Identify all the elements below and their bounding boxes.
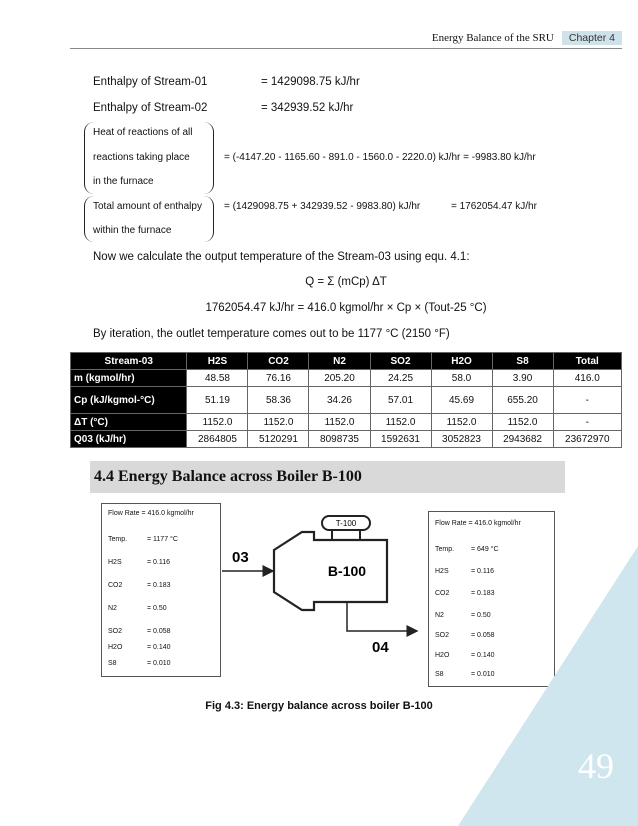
inlet-flow-rate: Flow Rate = 416.0 kgmol/hr (108, 510, 194, 517)
enthalpy-01-value: = 1429098.75 kJ/hr (261, 76, 360, 88)
col-header: H2S (187, 353, 248, 370)
header-divider (70, 48, 622, 49)
heat-label-2: reactions taking place (93, 152, 190, 163)
inlet-comp-value: = 0.010 (147, 660, 171, 667)
enthalpy-02-value: = 342939.52 kJ/hr (261, 102, 354, 114)
stream-03-label: 03 (232, 549, 249, 566)
inlet-comp-label: CO2 (108, 582, 123, 589)
boiler-diagram (222, 510, 422, 660)
table-row (71, 370, 622, 387)
col-header: N2 (309, 353, 370, 370)
table-cell: 1152.0 (492, 414, 553, 431)
row-header: Cp (kJ/kgmol-°C) (71, 387, 187, 414)
outlet-comp-value: = 0.010 (471, 671, 495, 678)
outlet-comp-label: SO2 (435, 632, 450, 639)
total-equation: = (1429098.75 + 342939.52 - 9983.80) kJ/hr (224, 201, 421, 212)
outlet-comp-label: CO2 (435, 590, 450, 597)
enthalpy-02-label: Enthalpy of Stream-02 (93, 102, 208, 114)
equation-1: Q = Σ (mCp) ΔT (305, 276, 387, 288)
b100-label: B-100 (327, 563, 367, 579)
outlet-flow-rate: Flow Rate = 416.0 kgmol/hr (435, 520, 521, 527)
table-cell: 2943682 (492, 431, 553, 448)
table-cell: 1152.0 (248, 414, 309, 431)
col-header: Total (553, 353, 621, 370)
table-cell: 58.0 (431, 370, 492, 387)
heat-label-3: in the furnace (93, 176, 154, 187)
table-cell: 45.69 (431, 387, 492, 414)
table-cell: 5120291 (248, 431, 309, 448)
col-header: CO2 (248, 353, 309, 370)
inlet-conditions-box (101, 503, 221, 677)
inlet-comp-label: N2 (108, 605, 117, 612)
inlet-comp-label: SO2 (108, 628, 123, 635)
row-header: ΔT (°C) (71, 414, 187, 431)
table-cell: 1592631 (370, 431, 431, 448)
table-cell: 34.26 (309, 387, 370, 414)
table-cell: 1152.0 (187, 414, 248, 431)
inlet-temp-label: Temp. (108, 536, 128, 543)
table-cell: 76.16 (248, 370, 309, 387)
table-cell: 51.19 (187, 387, 248, 414)
col-header: SO2 (370, 353, 431, 370)
table-cell: 48.58 (187, 370, 248, 387)
total-result: = 1762054.47 kJ/hr (451, 201, 537, 212)
table-cell: 655.20 (492, 387, 553, 414)
row-header: Q03 (kJ/hr) (71, 431, 187, 448)
table-cell: - (553, 387, 621, 414)
equation-2: 1762054.47 kJ/hr = 416.0 kgmol/hr × Cp × (Tout-25 °C) (205, 302, 487, 314)
inlet-comp-value: = 0.140 (147, 644, 171, 651)
table-cell: 23672970 (553, 431, 621, 448)
total-label-2: within the furnace (93, 225, 172, 236)
calc-intro: Now we calculate the output temperature of the Stream-03 using equ. 4.1: (93, 251, 470, 263)
table-cell: 2864805 (187, 431, 248, 448)
table-cell: 3052823 (431, 431, 492, 448)
heat-label-1: Heat of reactions of all (93, 127, 193, 138)
page-number: 49 (578, 746, 614, 786)
col-header: H2O (431, 353, 492, 370)
stream-03-table (70, 352, 622, 448)
table-row (71, 387, 622, 414)
col-header: S8 (492, 353, 553, 370)
inlet-comp-value: = 0.058 (147, 628, 171, 635)
chapter-tag: Chapter 4 (562, 31, 622, 45)
table-cell: 3.90 (492, 370, 553, 387)
t100-label: T-100 (335, 519, 357, 528)
inlet-comp-value: = 0.183 (147, 582, 171, 589)
outlet-comp-value: = 0.183 (471, 590, 495, 597)
table-cell: 58.36 (248, 387, 309, 414)
section-title: 4.4 Energy Balance across Boiler B-100 (90, 461, 565, 493)
table-cell: 416.0 (553, 370, 621, 387)
stream-04-label: 04 (372, 639, 389, 656)
inlet-comp-label: H2O (108, 644, 123, 651)
stream-04-line (347, 602, 417, 631)
outlet-comp-value: = 0.058 (471, 632, 495, 639)
outlet-comp-label: H2S (435, 568, 449, 575)
outlet-comp-label: H2O (435, 652, 450, 659)
table-cell: 57.01 (370, 387, 431, 414)
outlet-temp-label: Temp. (435, 546, 455, 553)
iteration-result: By iteration, the outlet temperature comes out to be 1177 °C (2150 °F) (93, 328, 450, 340)
table-row (71, 431, 622, 448)
inlet-comp-value: = 0.116 (147, 559, 171, 566)
table-cell: 1152.0 (431, 414, 492, 431)
outlet-comp-value: = 0.50 (471, 612, 491, 619)
table-row (71, 414, 622, 431)
outlet-comp-label: S8 (435, 671, 444, 678)
inlet-comp-label: S8 (108, 660, 117, 667)
heat-equation: = (-4147.20 - 1165.60 - 891.0 - 1560.0 - 2220.0) kJ/hr = -9983.80 kJ/hr (224, 152, 536, 163)
figure-caption: Fig 4.3: Energy balance across boiler B-100 (205, 700, 433, 712)
table-cell: 24.25 (370, 370, 431, 387)
header-title: Energy Balance of the SRU (431, 32, 554, 44)
table-cell: 1152.0 (309, 414, 370, 431)
enthalpy-01-label: Enthalpy of Stream-01 (93, 76, 208, 88)
table-cell: 1152.0 (370, 414, 431, 431)
row-header: m (kgmol/hr) (71, 370, 187, 387)
table-header-row (71, 353, 622, 370)
inlet-comp-label: H2S (108, 559, 122, 566)
col-header: Stream-03 (71, 353, 187, 370)
outlet-comp-value: = 0.116 (471, 568, 495, 575)
outlet-temp-value: = 649 °C (471, 546, 499, 553)
total-label-1: Total amount of enthalpy (93, 201, 202, 212)
inlet-comp-value: = 0.50 (147, 605, 167, 612)
inlet-temp-value: = 1177 °C (147, 536, 178, 543)
outlet-comp-label: N2 (435, 612, 444, 619)
page-header (432, 30, 622, 46)
outlet-comp-value: = 0.140 (471, 652, 495, 659)
table-cell: - (553, 414, 621, 431)
table-cell: 205.20 (309, 370, 370, 387)
table-cell: 8098735 (309, 431, 370, 448)
